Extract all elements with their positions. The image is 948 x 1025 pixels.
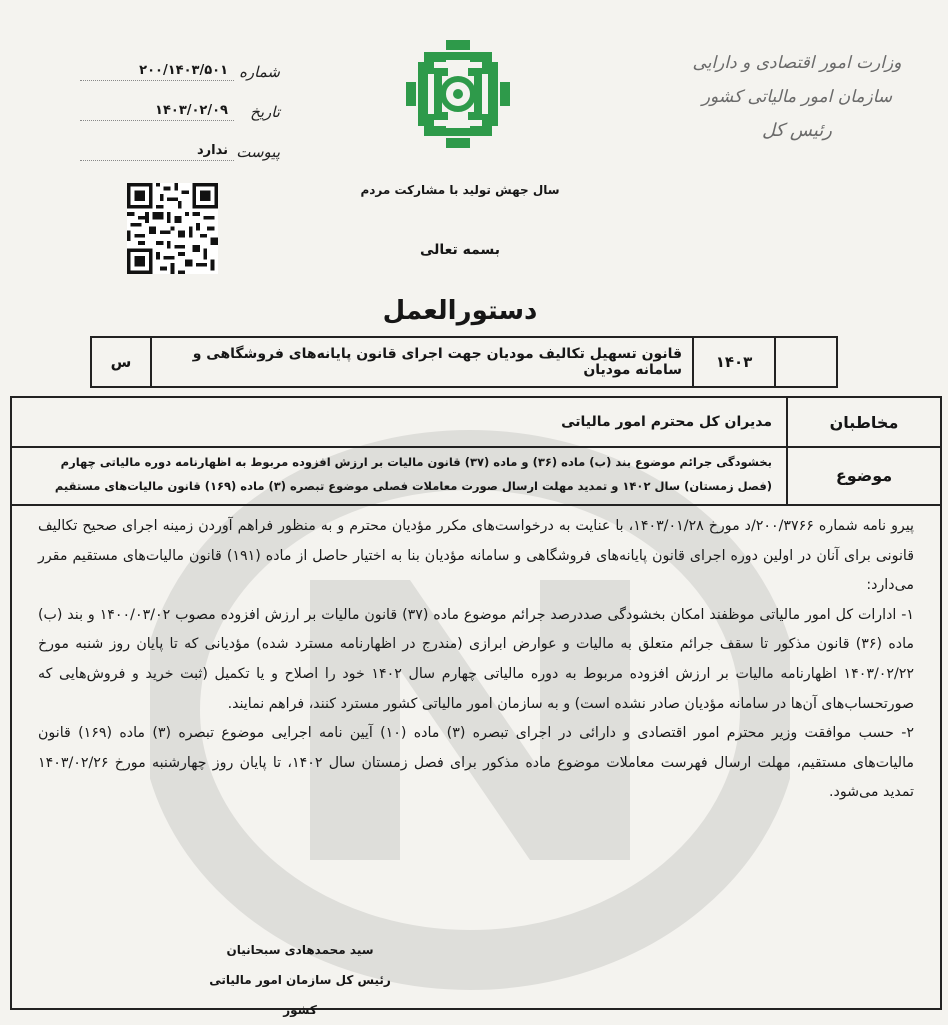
strip-year: ۱۴۰۳ xyxy=(692,338,774,386)
attachment-label: پیوست xyxy=(236,143,280,161)
signatory-position: رئیس کل سازمان امور مالیاتی کشور xyxy=(209,973,391,1017)
addressee-value: مدیران کل محترم امور مالیاتی xyxy=(561,414,772,430)
bismillah: بسمه تعالی xyxy=(419,242,501,258)
instruction-table xyxy=(10,396,942,1010)
addressee-row xyxy=(12,398,940,448)
subject-row xyxy=(12,446,940,506)
strip-title: قانون تسهیل تکالیف مودیان جهت اجرای قانون پایانه‌های فروشگاهی و سامانه مودیان xyxy=(150,338,692,386)
attachment-value: ندارد xyxy=(80,143,234,161)
date-label: تاریخ xyxy=(250,103,280,121)
organization-name: سازمان امور مالیاتی کشور xyxy=(701,87,893,107)
letter-meta xyxy=(80,52,280,172)
strip-blank-cell xyxy=(774,338,836,386)
date-row xyxy=(80,92,280,132)
signatory-name: سید محمدهادی سبحانیان xyxy=(226,943,374,957)
signature-block xyxy=(200,935,400,1025)
document-title: دستورالعمل xyxy=(382,296,538,326)
strip-code: س xyxy=(110,353,132,371)
attachment-row xyxy=(80,132,280,172)
letter-body xyxy=(38,512,914,808)
item-1-paragraph: ۱- ادارات کل امور مالیاتی موظفند امکان بخشودگی صددرصد جرائم موضوع ماده (۳۷) قانون مالیات بر ارزش افزوده مصوب ۱۴۰۰/۰۳/۰۲ و بند (ب) ماده (۳۶) قانون مذکور تا سقف جرائم متعلق به مالیات و عوارض ابرازی (مندرج در اظهارنامه مسترد شده) مؤدیانی که تا پایان روز شنبه مورخ ۱۴۰۳/۰۲/۲۲ اظهارنامه مالیات بر ارزش افزوده مربوط به دوره مالیاتی چهارم سال ۱۴۰۲ خود را اصلاح و یا تکمیل (ثبت خرید و فروش‌هایی که صورتحساب‌های آن‌ها در سامانه مؤدیان صادر نشده است) و به سازمان امور مالیاتی کشور مسترد کنند، فراهم نمایند. xyxy=(38,606,915,712)
qr-code xyxy=(127,183,218,274)
year-slogan: سال جهش تولید با مشارکت مردم xyxy=(360,183,560,197)
subject-strip xyxy=(90,336,838,388)
subject-value xyxy=(12,446,786,504)
chief-title: رئیس کل xyxy=(761,120,832,141)
subject-line-1: بخشودگی جرائم موضوع بند (ب) ماده (۳۶) و ماده (۳۷) قانون مالیات بر ارزش افزوده مربوط به اظهارنامه دوره مالیاتی چهارم xyxy=(60,455,772,469)
date-value: ۱۴۰۳/۰۲/۰۹ xyxy=(80,103,234,121)
intro-paragraph: پیرو نامه شماره ۲۰۰/۳۷۶۶/د مورخ ۱۴۰۳/۰۱/۲۸، با عنایت به درخواست‌های مکرر مؤدیان محترم و به منظور فراهم آوردن زمینه اجرای صحیح تکالیف قانونی برای آنان در اولین دوره اجرای قانون پایانه‌های فروشگاهی و سامانه مؤدیان بنا به اختیار حاصل از ماده (۱۹۱) قانون مالیات‌های مستقیم مقرر می‌دارد: xyxy=(38,518,914,594)
ministry-name: وزارت امور اقتصادی و دارایی xyxy=(692,53,902,73)
subject-label: موضوع xyxy=(786,446,940,504)
addressee-label: مخاطبان xyxy=(786,398,940,446)
item-2-paragraph: ۲- حسب موافقت وزیر محترم امور اقتصادی و دارائی در اجرای تبصره (۳) ماده (۱۰) آیین نامه اجرایی موضوع تبصره (۳) ماده (۱۶۹) قانون مالیات‌های مستقیم، مهلت ارسال فهرست معاملات موضوع ماده مذکور برای فصل زمستان سال ۱۴۰۲، تا پایان روز چهارشنبه مورخ ۱۴۰۳/۰۲/۲۶ تمدید می‌شود. xyxy=(38,725,914,801)
subject-line-2: (فصل زمستان) سال ۱۴۰۲ و تمدید مهلت ارسال صورت معاملات فصلی موضوع تبصره (۳) ماده (۱۶۹) قانون مالیات‌های مستقیم xyxy=(54,479,772,493)
ministry-heading xyxy=(682,46,912,148)
number-row xyxy=(80,52,280,92)
number-value: ۲۰۰/۱۴۰۳/۵۰۱ xyxy=(80,63,234,81)
tax-organization-logo xyxy=(404,38,512,150)
number-label: شماره xyxy=(239,63,280,81)
